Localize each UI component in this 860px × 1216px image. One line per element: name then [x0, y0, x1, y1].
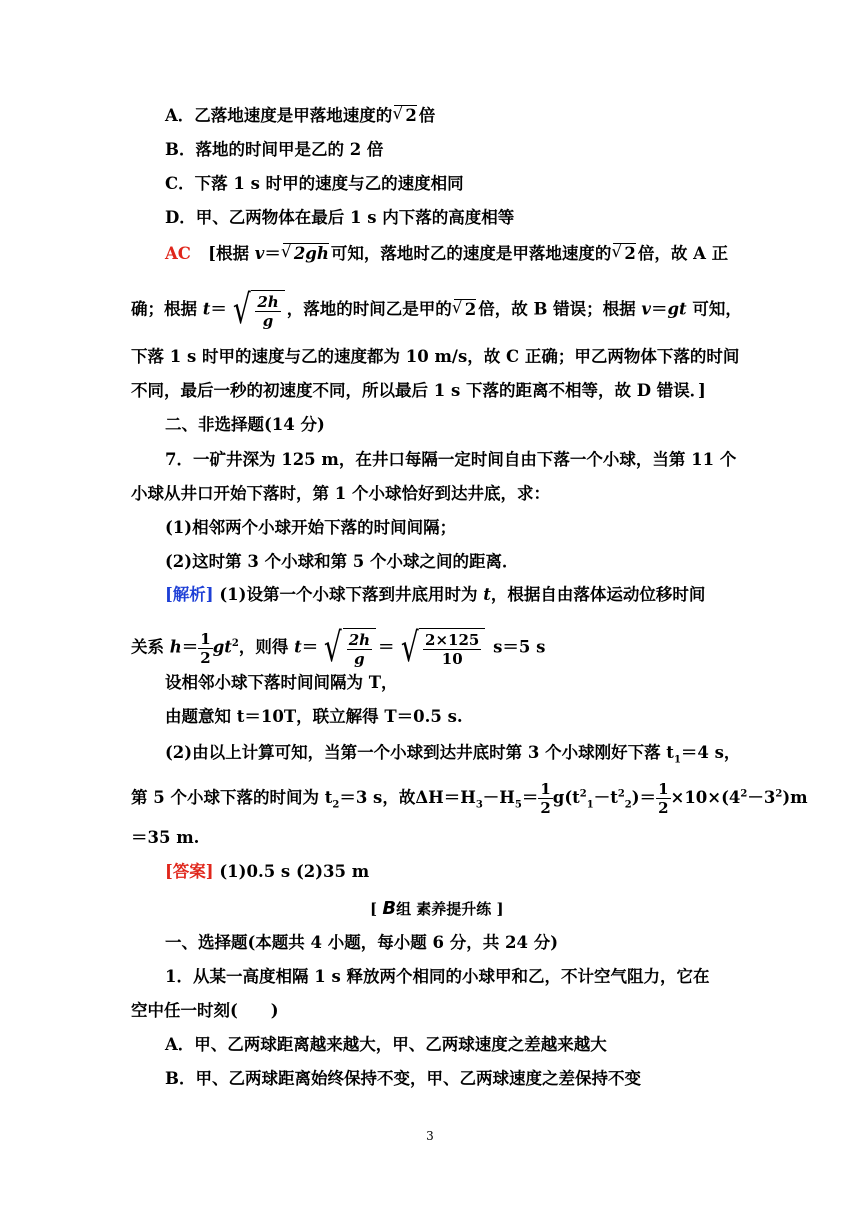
analysis-line-1: [解析] (1)设第一个小球下落到井底用时为 t，根据自由落体运动位移时间: [165, 585, 706, 604]
analysis-label: [解析]: [165, 585, 214, 604]
analysis-line-7: ＝35 m.: [131, 828, 200, 847]
question-1-option-b: B．甲、乙两球距离始终保持不变，甲、乙两球速度之差保持不变: [165, 1069, 641, 1088]
option-a: A．乙落地速度是甲落地速度的√ 2 倍: [165, 105, 775, 127]
analysis-line-4: 由题意知 t＝10T，联立解得 T＝0.5 s.: [165, 707, 463, 726]
question-7-part-2: (2)这时第 3 个小球和第 5 个小球之间的距离．: [165, 552, 519, 571]
analysis-line-5: (2)由以上计算可知，当第一个小球到达井底时第 3 个小球刚好下落 $t_1=4$ s，: [165, 743, 741, 766]
group-b-banner: [ B组 素养提升练 ]: [370, 898, 504, 919]
answer-label: AC: [165, 244, 191, 263]
question-7-line-1: 7．一矿井深为 125 m，在井口每隔一定时间自由下落一个小球，当第 11 个: [165, 450, 737, 469]
option-c: C．下落 1 s 时甲的速度与乙的速度相同: [165, 174, 464, 193]
question-1-line-1: 1．从某一高度相隔 1 s 释放两个相同的小球甲和乙，不计空气阻力，它在: [165, 967, 710, 986]
question-7-line-2: 小球从井口开始下落时，第 1 个小球恰好到达井底，求：: [131, 484, 550, 503]
answer-line-1: AC [根据 v＝√ 2gh 可知，落地时乙的速度是甲落地速度的√ 2 倍，故 A 正: [165, 243, 775, 265]
section-heading-1: 一、选择题(本题共 4 小题，每小题 6 分，共 24 分): [165, 933, 559, 952]
section-heading-2: 二、非选择题(14 分): [165, 415, 325, 434]
question-1-option-a: A．甲、乙两球距离越来越大，甲、乙两球速度之差越来越大: [165, 1035, 607, 1054]
question-1-line-2: 空中任一时刻( ): [131, 1001, 279, 1020]
page-number: 3: [426, 1129, 434, 1143]
analysis-line-2: 关系 h＝ $\frac{1}{2}$ $gt^2$，则得 t＝ √ $\frac{2h}{g}$ ＝ √ $\frac{2\times 125}{10}$ s＝5 s: [131, 625, 546, 671]
answer-line-4: 不同，最后一秒的初速度不同，所以最后 1 s 下落的距离不相等，故 D 错误．]: [131, 381, 706, 400]
question-7-part-1: (1)相邻两个小球开始下落的时间间隔；: [165, 518, 457, 537]
answer-summary: [答案] (1)0.5 s (2)35 m: [165, 862, 370, 881]
answer-summary-label: [答案]: [165, 862, 214, 881]
option-b: B．落地的时间甲是乙的 2 倍: [165, 140, 384, 159]
answer-line-2: 确；根据 t＝ √ $\frac{2h}{g}$ ，落地的时间乙是甲的√ 2 倍，故 B 错误；根据 v＝gt 可知，: [131, 290, 741, 330]
analysis-line-6: 第 5 个小球下落的时间为 $t_2=3$ s，故$\Delta H=H_3-H_5=$ $\frac{1}{2}$ $g(t^2_1-t^2_2)=$ $\frac{1}{2}$ $\times 10\times(4^2-3^2)m$: [131, 780, 808, 817]
answer-line-3: 下落 1 s 时甲的速度与乙的速度都为 10 m/s，故 C 正确；甲乙两物体下落的时间: [131, 347, 740, 366]
analysis-line-3: 设相邻小球下落时间间隔为 T，: [165, 673, 398, 692]
option-d: D．甲、乙两物体在最后 1 s 内下落的高度相等: [165, 208, 515, 227]
